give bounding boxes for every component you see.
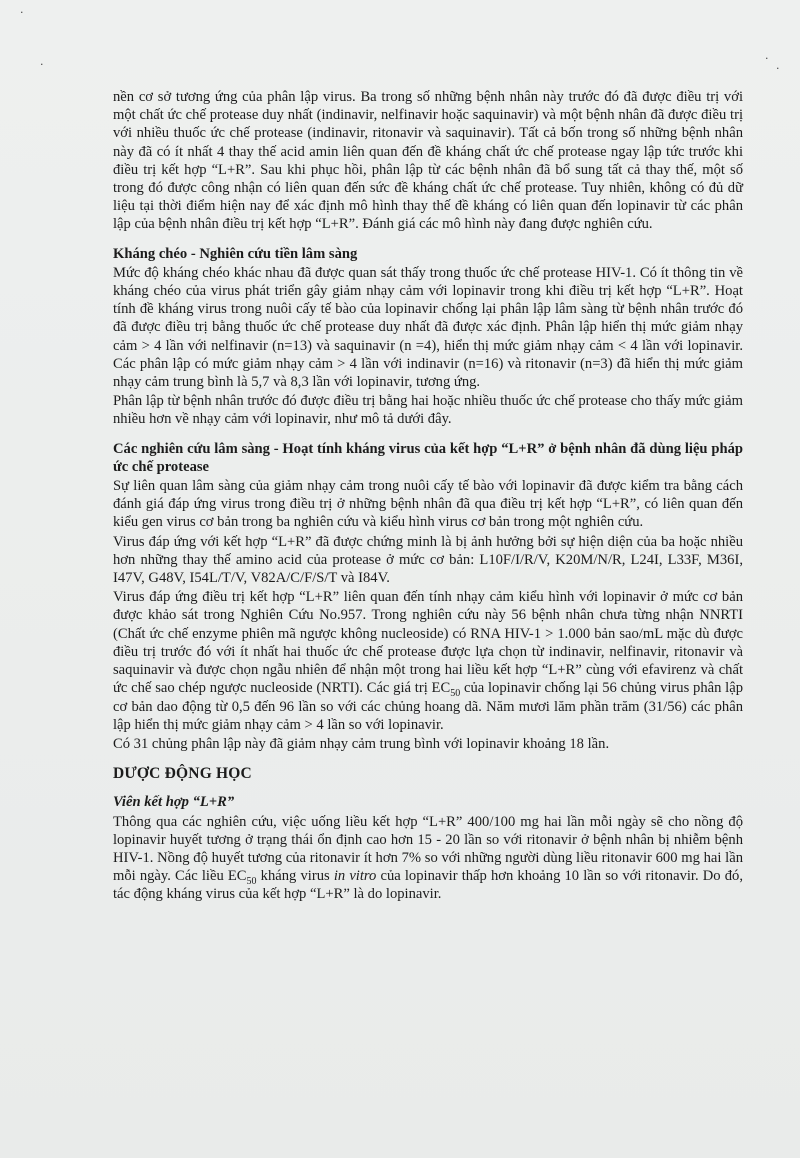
paragraph-text: của lopinavir chống lại 56 chủng virus phân lập cơ bản dao động từ 0,5 đến 96 lần so với các chủng hoang dã. Năm mươi lăm phần trăm (31/56) các phân lập hiển thị mức giảm nhạy cảm > 4 lần so với lopinavir. [113,680,744,733]
paragraph: Phân lập từ bệnh nhân trước đó được điều trị bằng hai hoặc nhiều thuốc ức chế protease cho thấy mức giảm nhiều hơn về nhạy cảm với lopinavir, như mô tả dưới đây. [113,393,743,428]
subscript: 50 [246,876,257,888]
scan-mark: · [20,6,24,19]
paragraph-text: Virus đáp ứng điều trị kết hợp “L+R” liên quan đến tính nhạy cảm kiểu hình với lopinavir ở mức cơ bản được khảo sát trong Nghiên Cứu No.957. Trong nghiên cứu này 56 bệnh nhân chưa từng nhận NNRTI (Chất ức chế enzyme phiên mã ngược không nucleoside) có RNA HIV-1 > 1.000 bản sao/mL mặc dù được điều trị trước đó với ít nhất hai thuốc ức chế protease được lựa chọn từ indinavir, nelfinavir, ritonavir và saquinavir và được chọn ngẫu nhiên để nhận một trong hai liều kết hợp “L+R” cùng với efavirenz và chất ức chế sao chép ngược nucleoside (NRTI). Các giá trị EC [113,589,743,697]
scan-mark: · [40,58,44,71]
subsection-heading: Viên kết hợp “L+R” [113,794,235,811]
paragraph-text: Thông qua các nghiên cứu, việc uống liều kết hợp “L+R” 400/100 mg hai lần mỗi ngày sẽ cho nồng độ lopinavir huyết tương ở trạng thái ổn định cao hơn 15 - 20 lần so với ritonavir ở bệnh nhân bị nhiễm bệnh HIV-1. Nồng độ huyết tương của ritonavir ít hơn 7% so với những người dùng liều ritonavir 600 mg hai lần mỗi ngày. Các liều EC [113,813,743,885]
section-heading: Kháng chéo - Nghiên cứu tiền lâm sàng [113,245,358,262]
scan-mark: · [765,52,769,65]
paragraph-text: kháng virus [256,868,334,885]
paragraph [113,813,743,904]
paragraph-text: của lopinavir thấp hơn khoảng 10 lần so với ritonavir. Do đó, tác động kháng virus của kết hợp “L+R” là do lopinavir. [113,868,743,903]
paragraph: Có 31 chủng phân lập này đã giảm nhạy cảm trung bình với lopinavir khoảng 18 lần. [113,735,610,752]
paragraph: Sự liên quan lâm sàng của giảm nhạy cảm trong nuôi cấy tế bào với lopinavir đã được kiểm tra bằng cách đánh giá đáp ứng virus trong điều trị ở những bệnh nhân đã qua điều trị kết hợp “L+R”, có liên quan đến kiểu gen virus cơ bản trong ba nghiên cứu và kiểu hình virus cơ bản trong một nghiên cứu. [113,478,743,531]
paragraph: Virus đáp ứng với kết hợp “L+R” đã được chứng minh là bị ảnh hưởng bởi sự hiện diện của ba hoặc nhiều hơn những thay thế amino acid của protease ở mức cơ bản: L10F/I/R/V, K20M/N/R, L24I, L33F, M36I, I47V, G48V, I54L/T/V, V82A/C/F/S/T và I84V. [113,533,743,587]
document-body [113,88,743,905]
section-heading: Các nghiên cứu lâm sàng - Hoạt tính kháng virus của kết hợp “L+R” ở bệnh nhân đã dùng liệu pháp ức chế protease [113,440,743,475]
paragraph [113,588,743,734]
paragraph: Mức độ kháng chéo khác nhau đã được quan sát thấy trong thuốc ức chế protease HIV-1. Có ít thông tin về kháng chéo của virus phát triển gây giảm nhạy cảm với lopinavir trong khi điều trị kết hợp “L+R”. Hoạt tính đề kháng virus trong nuôi cấy tế bào của lopinavir chống lại phân lập lâm sàng từ bệnh nhân trước đó đã được điều trị bằng thuốc ức chế protease duy nhất đã được xác định. Phân lập hiển thị mức giảm nhạy cảm > 4 lần với nelfinavir (n=13) và saquinavir (n =4), hiển thị mức giảm nhạy cảm < 4 lần với lopinavir. Các phân lập có mức giảm nhạy cảm > 4 lần với indinavir (n=16) và ritonavir (n=3) đã hiển thị mức giảm nhạy cảm trung bình là 5,7 và 8,3 lần với lopinavir, tương ứng. [113,264,743,391]
subscript: 50 [450,688,461,700]
italic-text: in vitro [333,868,377,885]
section-heading-main: DƯỢC ĐỘNG HỌC [113,765,252,783]
paragraph: nền cơ sở tương ứng của phân lập virus. Ba trong số những bệnh nhân này trước đó đã được điều trị với một chất ức chế protease duy nhất (indinavir, nelfinavir hoặc saquinavir) và một bệnh nhân đã được điều trị với nhiều thuốc ức chế protease (indinavir, ritonavir và saquinavir). Tất cả bốn trong số những bệnh nhân này đã có ít nhất 4 thay thế acid amin liên quan đến đề kháng chất ức chế protease ngay lập tức trước khi điều trị kết hợp “L+R”. Sau khi phục hồi, phân lập từ các bệnh nhân đã bổ sung tất cả thay thế, một số trong đó được công nhận có liên quan đến sức đề kháng chất ức chế protease. Tuy nhiên, không có đủ dữ liệu tại thời điểm hiện nay để xác định mô hình thay thế đề kháng có liên quan đến lopinavir từ các phân lập của bệnh nhân điều trị kết hợp “L+R”. Đánh giá các mô hình này đang được nghiên cứu. [113,89,743,233]
scan-mark: · [776,62,780,75]
